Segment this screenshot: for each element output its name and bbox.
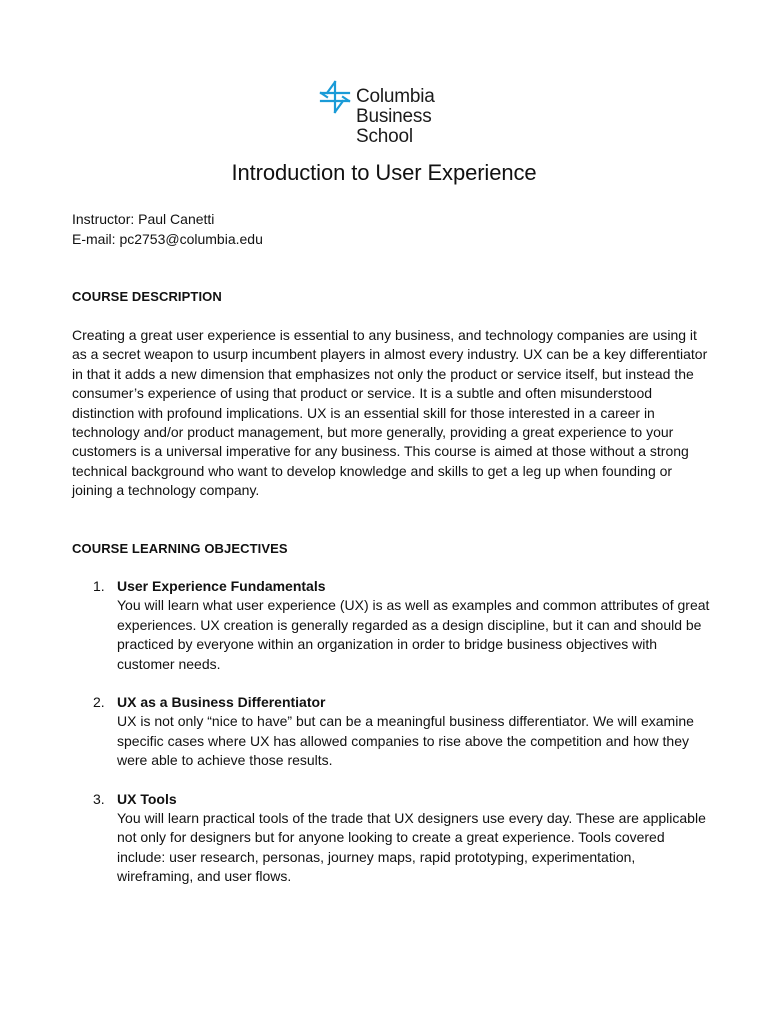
course-description-heading: COURSE DESCRIPTION: [72, 289, 222, 304]
columbia-crown-icon: [318, 80, 352, 114]
columbia-business-school-logo: [318, 80, 435, 147]
objective-title: UX Tools: [117, 790, 177, 807]
document-title: Introduction to User Experience: [231, 160, 537, 185]
instructor-email: E-mail: pc2753@columbia.edu: [72, 231, 263, 247]
instructor-info: [72, 209, 263, 249]
objective-title: User Experience Fundamentals: [117, 578, 326, 594]
objective-number: 2.: [93, 694, 105, 711]
objective-number: 1.: [93, 578, 105, 594]
objective-item: [72, 693, 712, 771]
objective-item: [72, 577, 712, 674]
objective-title: UX as a Business Differentiator: [117, 694, 326, 711]
objective-body: UX is not only “nice to have” but can be a meaningful business differentiator. We will examine specific cases where UX has allowed companies to rise above the competition and how they were able to achieve those results.: [117, 713, 694, 769]
course-description-body: Creating a great user experience is essential to any business, and technology companies are using it as a secret weapon to usurp incumbent players in almost every industry. UX can be a key differentiator in that it adds a new dimension that emphasizes not only the product or service itself, but instead the consumer’s experience of using that product or service. It is a subtle and often misunderstood distinction with profound implications. UX is an essential skill for those interested in a career in technology and/or product management, but more generally, providing a great experience to your customers is a universal imperative for any business. This course is aimed at those without a strong technical background who want to develop knowledge and skills to get a leg up when founding or joining a technology company.: [72, 327, 708, 499]
objective-body: You will learn what user experience (UX) is as well as examples and common attributes of great experiences. UX creation is generally regarded as a design discipline, but it can and should be practiced by everyone within an organization in order to bridge business objectives with customer needs.: [117, 597, 710, 672]
learning-objectives-heading: COURSE LEARNING OBJECTIVES: [72, 541, 288, 556]
objective-item: [72, 790, 712, 887]
logo-line-business: Business: [356, 106, 432, 127]
logo-wordmark: [356, 87, 435, 147]
objective-number: 3.: [93, 790, 105, 807]
logo-line-columbia: Columbia: [356, 86, 435, 107]
objective-body: You will learn practical tools of the trade that UX designers use every day. These are applicable not only for designers but for anyone looking to create a great experience. Tools covered include: user research, personas, journey maps, rapid prototyping, experimentation, wireframing, and user flows.: [117, 810, 706, 885]
learning-objectives-list: [72, 577, 712, 887]
instructor-name: Instructor: Paul Canetti: [72, 211, 215, 227]
logo-line-school: School: [356, 126, 413, 147]
